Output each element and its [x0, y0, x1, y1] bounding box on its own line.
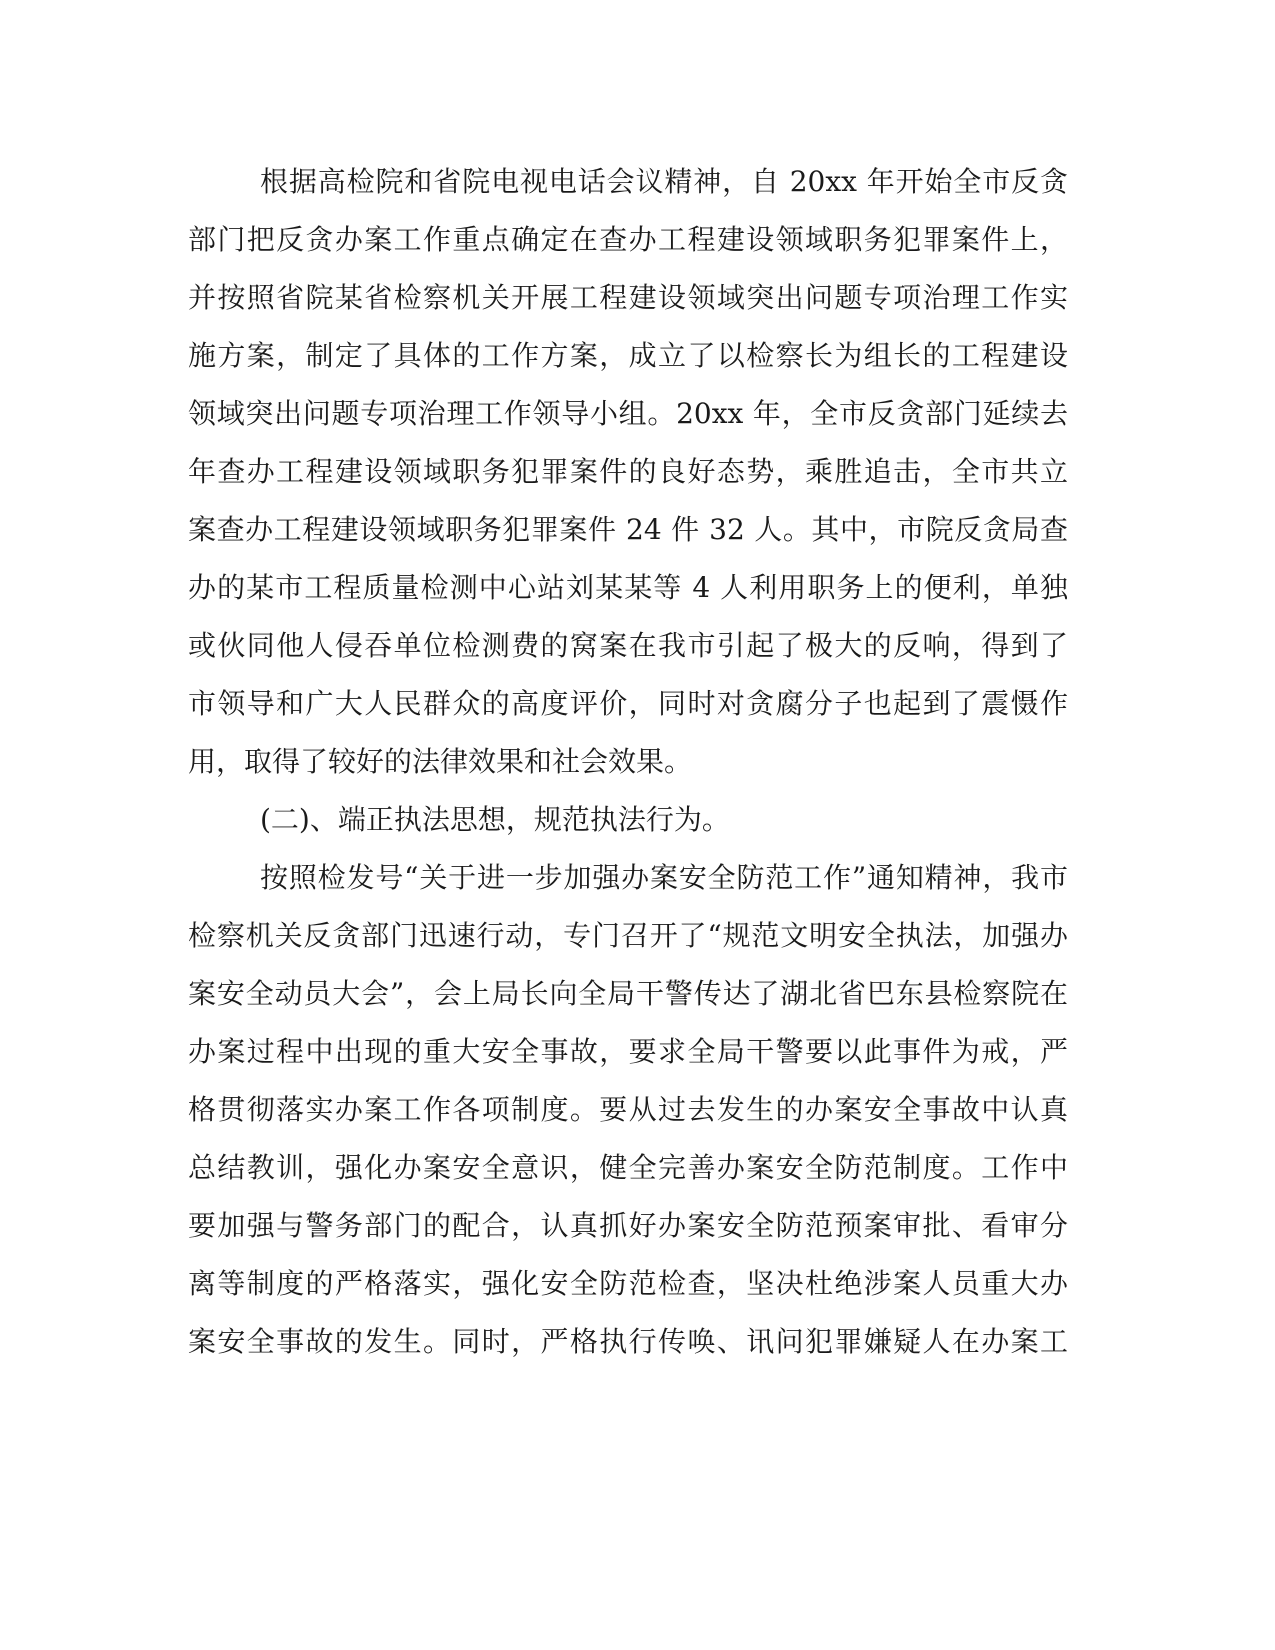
body-line: 案安全动员大会”，会上局长向全局干警传达了湖北省巴东县检察院在 [188, 977, 1068, 1010]
section-heading: (二)、端正执法思想，规范执法行为。 [260, 803, 730, 836]
body-line: 或伙同他人侵吞单位检测费的窝案在我市引起了极大的反响，得到了 [188, 629, 1068, 662]
body-line: 年查办工程建设领域职务犯罪案件的良好态势，乘胜追击，全市共立 [188, 455, 1068, 488]
body-line: 根据高检院和省院电视电话会议精神，自 20xx 年开始全市反贪 [260, 165, 1068, 198]
body-line: 市领导和广大人民群众的高度评价，同时对贪腐分子也起到了震慑作 [188, 687, 1068, 720]
body-line: 领域突出问题专项治理工作领导小组。20xx 年，全市反贪部门延续去 [188, 397, 1068, 430]
body-line: 案查办工程建设领域职务犯罪案件 24 件 32 人。其中，市院反贪局查 [188, 513, 1068, 546]
body-line: 部门把反贪办案工作重点确定在查办工程建设领域职务犯罪案件上， [188, 223, 1068, 256]
body-line: 施方案，制定了具体的工作方案，成立了以检察长为组长的工程建设 [188, 339, 1068, 372]
body-line: 办的某市工程质量检测中心站刘某某等 4 人利用职务上的便利，单独 [188, 571, 1068, 604]
body-line: 格贯彻落实办案工作各项制度。要从过去发生的办案安全事故中认真 [188, 1093, 1068, 1126]
body-line: 案安全事故的发生。同时，严格执行传唤、讯问犯罪嫌疑人在办案工 [188, 1325, 1068, 1358]
body-line: 检察机关反贪部门迅速行动，专门召开了“规范文明安全执法，加强办 [188, 919, 1068, 952]
body-line: 离等制度的严格落实，强化安全防范检查，坚决杜绝涉案人员重大办 [188, 1267, 1068, 1300]
body-line: 按照检发号“关于进一步加强办案安全防范工作”通知精神，我市 [260, 861, 1068, 894]
body-line: 用，取得了较好的法律效果和社会效果。 [188, 745, 693, 778]
body-line: 要加强与警务部门的配合，认真抓好办案安全防范预案审批、看审分 [188, 1209, 1068, 1242]
body-line: 并按照省院某省检察机关开展工程建设领域突出问题专项治理工作实 [188, 281, 1068, 314]
body-line: 总结教训，强化办案安全意识，健全完善办案安全防范制度。工作中 [188, 1151, 1068, 1184]
body-line: 办案过程中出现的重大安全事故，要求全局干警要以此事件为戒，严 [188, 1035, 1068, 1068]
